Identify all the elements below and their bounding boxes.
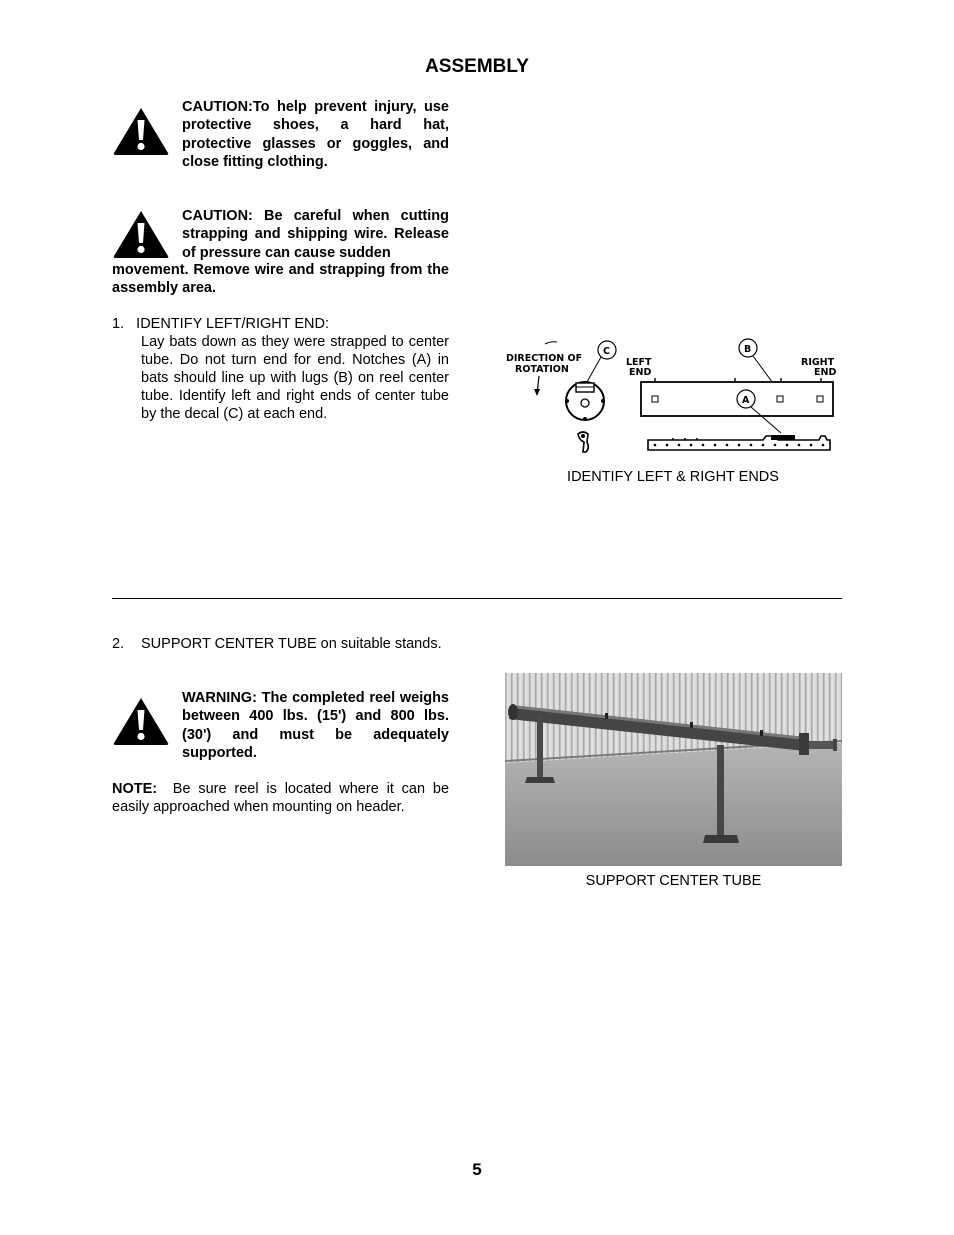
callout-b-label: B — [744, 344, 752, 355]
warning-triangle-icon — [112, 209, 170, 259]
left-end-label-2: END — [629, 367, 652, 378]
callout-a-label: A — [742, 395, 750, 406]
page-number: 5 — [472, 1160, 482, 1179]
warning-triangle-icon — [112, 696, 170, 746]
caution-cutting-strapping: CAUTION: Be careful when cutting strapping and shipping wire. Release of pressure can cause sudden — [182, 208, 449, 261]
left-right-ends-diagram — [503, 336, 843, 462]
caution-protective-gear: CAUTION:To help prevent injury, use protective shoes, a hard hat, protective glasses or goggles, and close fitting clothing. — [182, 99, 449, 170]
warning-triangle-icon — [112, 106, 170, 156]
note — [112, 780, 449, 816]
step2-text: SUPPORT CENTER TUBE on suitable stands. — [141, 636, 442, 652]
caution-cutting-strapping-continued: movement. Remove wire and strapping from the assembly area. — [112, 262, 449, 297]
note-text: Be sure reel is located where it can be easily approached when mounting on header. — [112, 781, 450, 815]
section-divider — [112, 598, 842, 599]
direction-of-rotation-label-2: ROTATION — [515, 364, 569, 375]
figure1-caption: IDENTIFY LEFT & RIGHT ENDS — [567, 469, 779, 485]
left-end-label: LEFT — [626, 357, 652, 368]
step1-heading: 1. IDENTIFY LEFT/RIGHT END: — [112, 316, 329, 332]
note-label: NOTE: — [112, 781, 158, 797]
step1-body: Lay bats down as they were strapped to center tube. Do not turn end for end. Notches (A) in bats should line up with lugs (B) on reel center tube. Identify left and right ends of center tube by the decal (C) at each end. — [141, 334, 449, 422]
warning-reel-weight: WARNING: The completed reel weighs between 400 lbs. (15') and 800 lbs. (30') and must be adequately supported. — [182, 690, 449, 761]
callout-c-label: C — [603, 346, 610, 357]
step2-number: 2. — [112, 636, 125, 652]
figure2-caption: SUPPORT CENTER TUBE — [585, 873, 762, 889]
right-end-label: RIGHT — [801, 357, 835, 368]
step2 — [112, 635, 449, 653]
right-end-label-2: END — [814, 367, 837, 378]
page-title: ASSEMBLY — [425, 56, 529, 77]
direction-of-rotation-label: DIRECTION OF — [506, 353, 583, 364]
center-tube-photo — [505, 673, 842, 866]
